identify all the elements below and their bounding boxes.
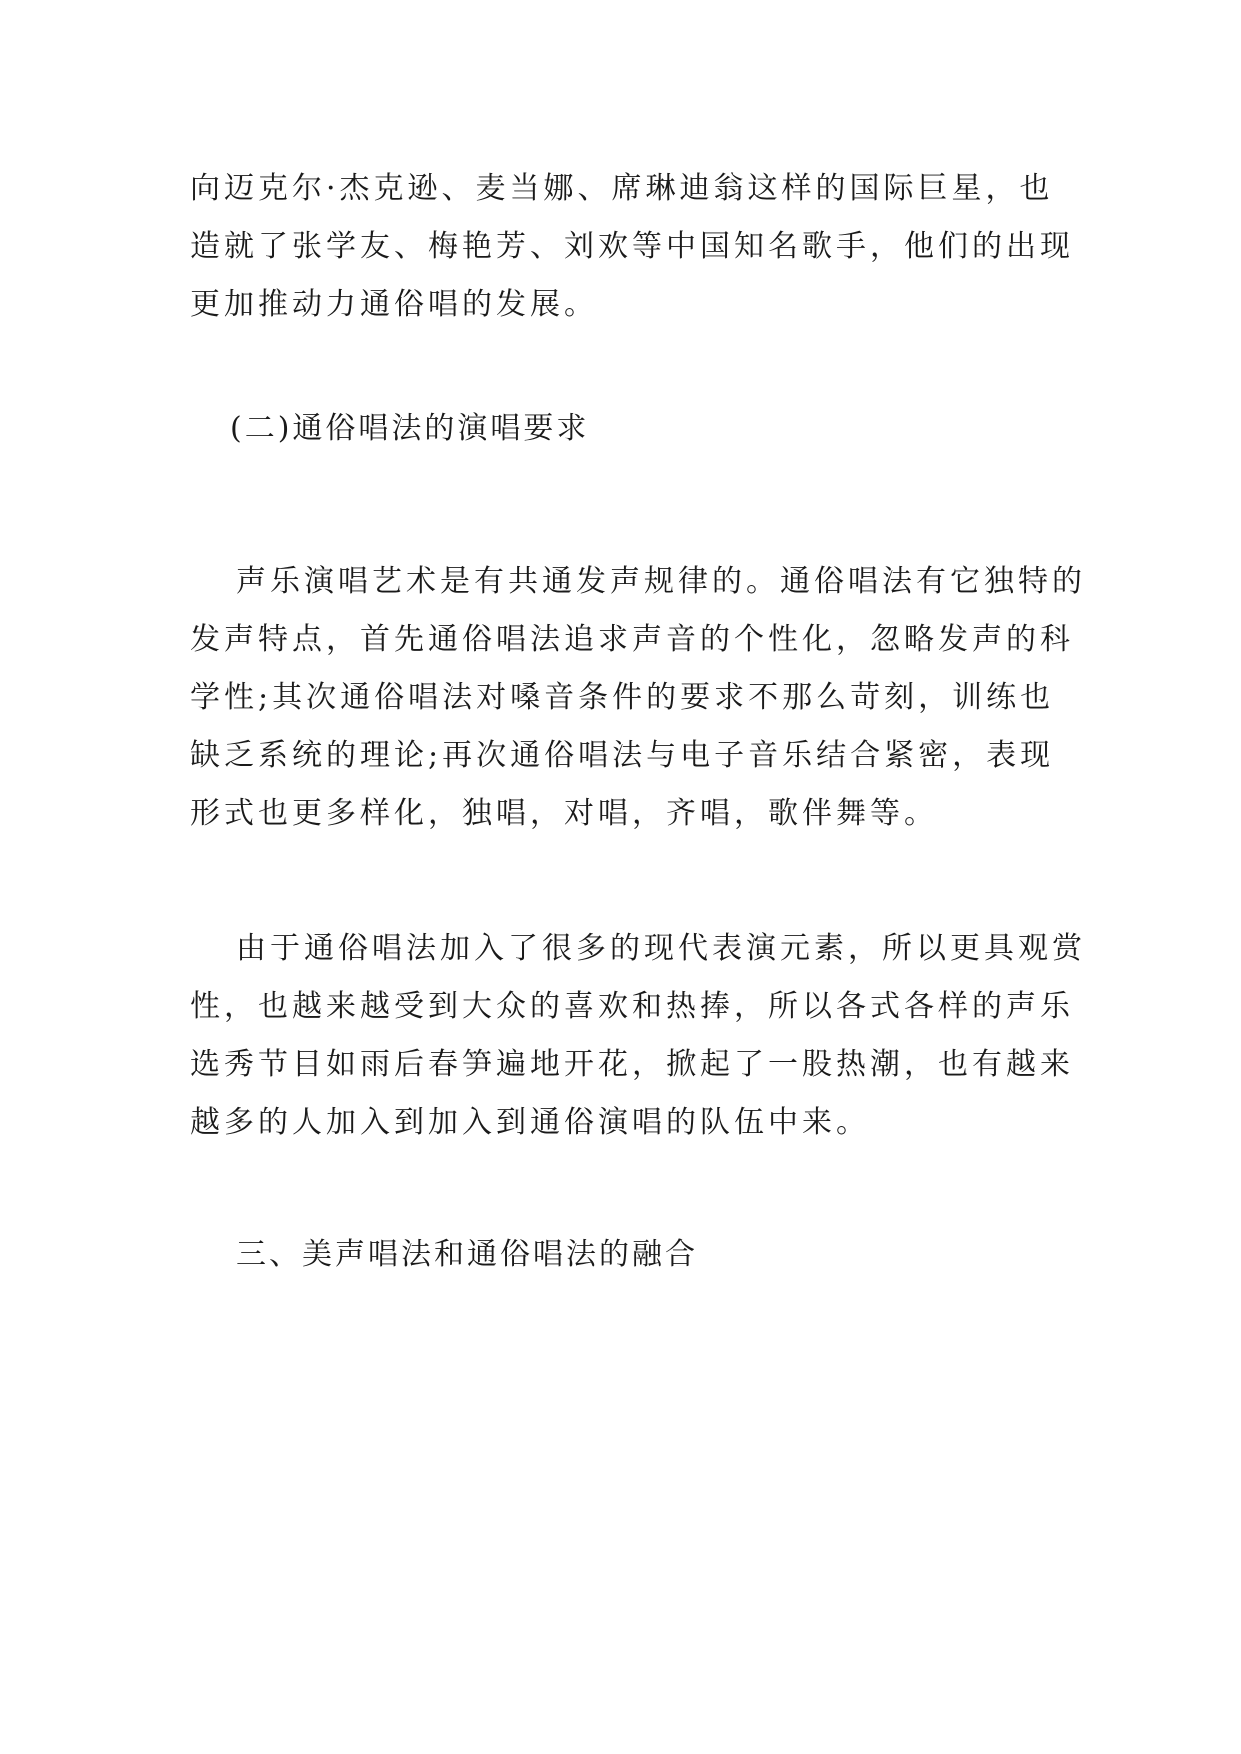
paragraph-2-line-3: 学性;其次通俗唱法对嗓音条件的要求不那么苛刻，训练也 <box>190 680 1055 715</box>
paragraph-3 <box>190 920 1086 1152</box>
paragraph-3-line-3: 选秀节目如雨后春笋遍地开花，掀起了一股热潮，也有越来 <box>190 1047 1074 1082</box>
paragraph-1-line-3: 更加推动力通俗唱的发展。 <box>190 287 598 322</box>
paragraph-2 <box>190 553 1086 843</box>
paragraph-2-line-1: 声乐演唱艺术是有共通发声规律的。通俗唱法有它独特的 <box>236 564 1086 599</box>
paragraph-1-line-2: 造就了张学友、梅艳芳、刘欢等中国知名歌手，他们的出现 <box>190 229 1074 264</box>
paragraph-2-line-2: 发声特点，首先通俗唱法追求声音的个性化，忽略发声的科 <box>190 622 1074 657</box>
paragraph-2-line-4: 缺乏系统的理论;再次通俗唱法与电子音乐结合紧密，表现 <box>190 738 1055 773</box>
section-heading-3: 三、美声唱法和通俗唱法的融合 <box>236 1237 698 1272</box>
paragraph-2-line-5: 形式也更多样化，独唱，对唱，齐唱，歌伴舞等。 <box>190 796 938 831</box>
paragraph-3-line-2: 性，也越来越受到大众的喜欢和热捧，所以各式各样的声乐 <box>190 989 1074 1024</box>
paragraph-1 <box>190 160 1074 334</box>
paragraph-3-line-1: 由于通俗唱法加入了很多的现代表演元素，所以更具观赏 <box>236 931 1086 966</box>
section-heading-2: (二)通俗唱法的演唱要求 <box>230 411 590 446</box>
paragraph-3-line-4: 越多的人加入到加入到通俗演唱的队伍中来。 <box>190 1105 870 1140</box>
paragraph-1-line-1: 向迈克尔·杰克逊、麦当娜、席琳迪翁这样的国际巨星，也 <box>190 171 1054 206</box>
